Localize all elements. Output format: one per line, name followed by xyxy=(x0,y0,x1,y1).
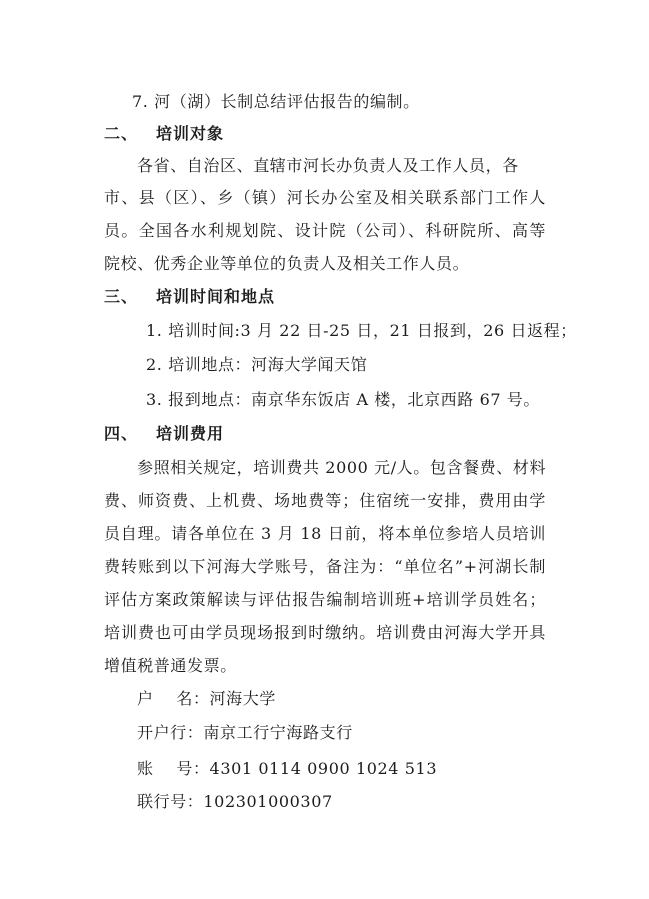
section-3-item-1: 1. 培训时间:3 月 22 日-25 日，21 日报到，26 日返程； xyxy=(146,321,577,340)
section-3-item-2: 2. 培训地点：河海大学闻天馆 xyxy=(146,355,368,374)
account-routing-value: 102301000307 xyxy=(203,792,333,811)
section-3-item-3: 3. 报到地点：南京华东饭店 A 楼，北京西路 67 号。 xyxy=(146,390,541,409)
list-item-7: 7. 河（湖）长制总结评估报告的编制。 xyxy=(132,92,420,111)
section-2-line-1: 各省、自治区、直辖市河长办负责人及工作人员，各 xyxy=(137,156,519,175)
account-routing-label: 联行号： xyxy=(137,792,204,811)
account-name-label: 户 名： xyxy=(137,689,210,708)
account-number-row xyxy=(137,759,437,779)
section-2-heading xyxy=(104,124,224,144)
section-4-line-3: 员自理。请各单位在 3 月 18 日前，将本单位参培人员培训 xyxy=(104,524,546,543)
section-4-number: 四、 xyxy=(104,424,139,443)
section-2-line-3: 员。全国各水利规划院、设计院（公司）、科研院所、高等 xyxy=(104,221,546,240)
section-3-title: 培训时间和地点 xyxy=(156,287,276,306)
section-4-heading xyxy=(104,424,224,444)
section-2-line-2: 市、县（区）、乡（镇）河长办公室及相关联系部门工作人 xyxy=(104,188,546,207)
account-number-value: 4301 0114 0900 1024 513 xyxy=(209,759,438,778)
section-2-number: 二、 xyxy=(104,124,139,143)
account-bank-row xyxy=(137,723,353,743)
section-4-line-2: 费、师资费、上机费、场地费等；住宿统一安排，费用由学 xyxy=(104,491,546,510)
account-routing-row xyxy=(137,792,333,812)
section-4-title: 培训费用 xyxy=(156,424,225,443)
account-name-row xyxy=(137,689,276,709)
account-bank-value: 南京工行宁海路支行 xyxy=(203,723,353,742)
section-4-line-5: 评估方案政策解读与评估报告编制培训班+培训学员姓名； xyxy=(104,590,546,609)
section-3-number: 三、 xyxy=(104,287,139,306)
section-2-title: 培训对象 xyxy=(156,124,225,143)
section-4-line-1: 参照相关规定，培训费共 2000 元/人。包含餐费、材料 xyxy=(137,458,547,477)
account-number-label: 账 号： xyxy=(137,759,210,778)
account-name-value: 河海大学 xyxy=(209,689,276,708)
account-bank-label: 开户行： xyxy=(137,723,204,742)
section-4-line-7: 增值税普通发票。 xyxy=(104,656,237,675)
section-4-line-6: 培训费也可由学员现场报到时缴纳。培训费由河海大学开具 xyxy=(104,623,546,642)
section-2-line-4: 院校、优秀企业等单位的负责人及相关工作人员。 xyxy=(104,254,470,273)
section-3-heading xyxy=(104,287,275,307)
section-4-line-4: 费转账到以下河海大学账号，备注为：“单位名”+河湖长制 xyxy=(104,557,546,576)
